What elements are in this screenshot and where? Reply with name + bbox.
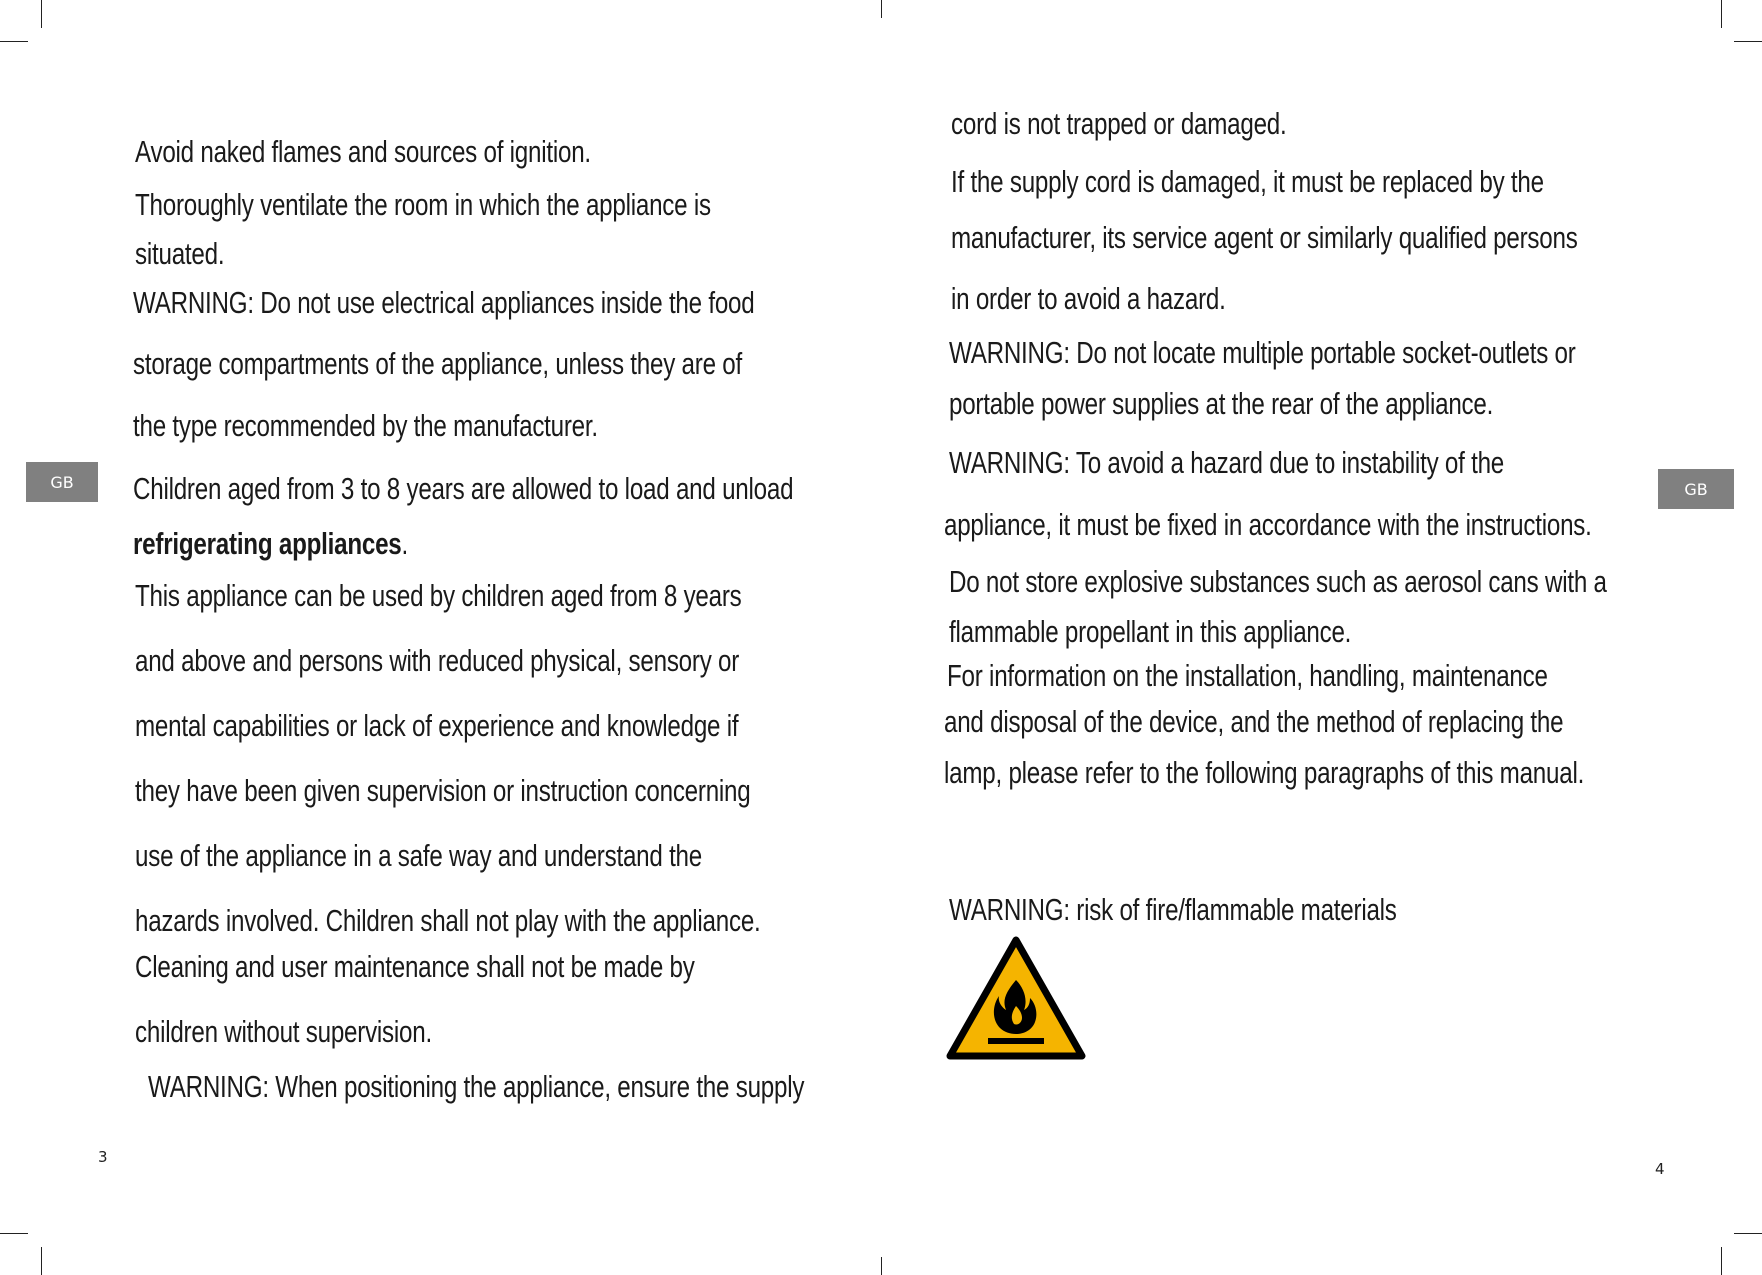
text-line: and above and persons with reduced physical, sensory or <box>135 643 740 678</box>
text-line: mental capabilities or lack of experience and knowledge if <box>135 708 739 743</box>
crop-mark <box>0 41 28 42</box>
crop-mark <box>1721 0 1722 28</box>
text-line: appliance, it must be fixed in accordance with the instructions. <box>944 507 1592 542</box>
text-line: flammable propellant in this appliance. <box>949 614 1352 649</box>
crop-mark <box>1734 1233 1762 1234</box>
text-line: lamp, please refer to the following paragraphs of this manual. <box>944 755 1585 790</box>
text-line: Thoroughly ventilate the room in which the appliance is <box>135 187 711 222</box>
page-number: 3 <box>98 1148 108 1166</box>
text-line: in order to avoid a hazard. <box>951 281 1226 316</box>
crop-mark <box>0 1233 28 1234</box>
text-line: WARNING: To avoid a hazard due to instability of the <box>949 445 1505 480</box>
crop-mark <box>881 1257 882 1275</box>
page-number: 4 <box>1655 1160 1665 1178</box>
language-tab: GB <box>1658 469 1734 509</box>
text-line: WARNING: Do not locate multiple portable socket-outlets or <box>949 335 1576 370</box>
text-line: use of the appliance in a safe way and understand the <box>135 838 702 873</box>
text-line: portable power supplies at the rear of the appliance. <box>949 386 1494 421</box>
text-line: storage compartments of the appliance, unless they are of <box>133 346 742 381</box>
text-line: Do not store explosive substances such as aerosol cans with a <box>949 564 1607 599</box>
text-line-bold <box>133 526 408 562</box>
text-line: Cleaning and user maintenance shall not be made by <box>135 949 695 984</box>
text-line: situated. <box>135 236 225 271</box>
text-line: children without supervision. <box>135 1014 432 1049</box>
text-line: This appliance can be used by children aged from 8 years <box>135 578 742 613</box>
text-line: they have been given supervision or instruction concerning <box>135 773 751 808</box>
text-line: If the supply cord is damaged, it must be replaced by the <box>951 164 1544 199</box>
crop-mark <box>1734 41 1762 42</box>
crop-mark <box>881 0 882 18</box>
text-line: Avoid naked flames and sources of ignition. <box>135 134 591 169</box>
text-line: WARNING: Do not use electrical appliances inside the food <box>133 285 755 320</box>
text-line: WARNING: When positioning the appliance, ensure the supply <box>148 1069 805 1104</box>
text-line: the type recommended by the manufacturer. <box>133 408 598 443</box>
crop-mark <box>1721 1247 1722 1275</box>
text-line: and disposal of the device, and the method of replacing the <box>944 704 1564 739</box>
text-line: Children aged from 3 to 8 years are allowed to load and unload <box>133 471 794 506</box>
text-line: cord is not trapped or damaged. <box>951 106 1287 141</box>
text-line: For information on the installation, handling, maintenance <box>947 658 1548 693</box>
text-line: manufacturer, its service agent or similarly qualified persons <box>951 220 1578 255</box>
flammable-warning-triangle-icon <box>944 934 1088 1062</box>
bold-phrase: refrigerating appliances <box>133 526 402 561</box>
crop-mark <box>41 1247 42 1275</box>
text-line: hazards involved. Children shall not play with the appliance. <box>135 903 761 938</box>
crop-mark <box>41 0 42 28</box>
language-tab: GB <box>26 462 98 502</box>
text-line: WARNING: risk of fire/flammable materials <box>949 892 1397 927</box>
bold-suffix: . <box>401 526 409 561</box>
